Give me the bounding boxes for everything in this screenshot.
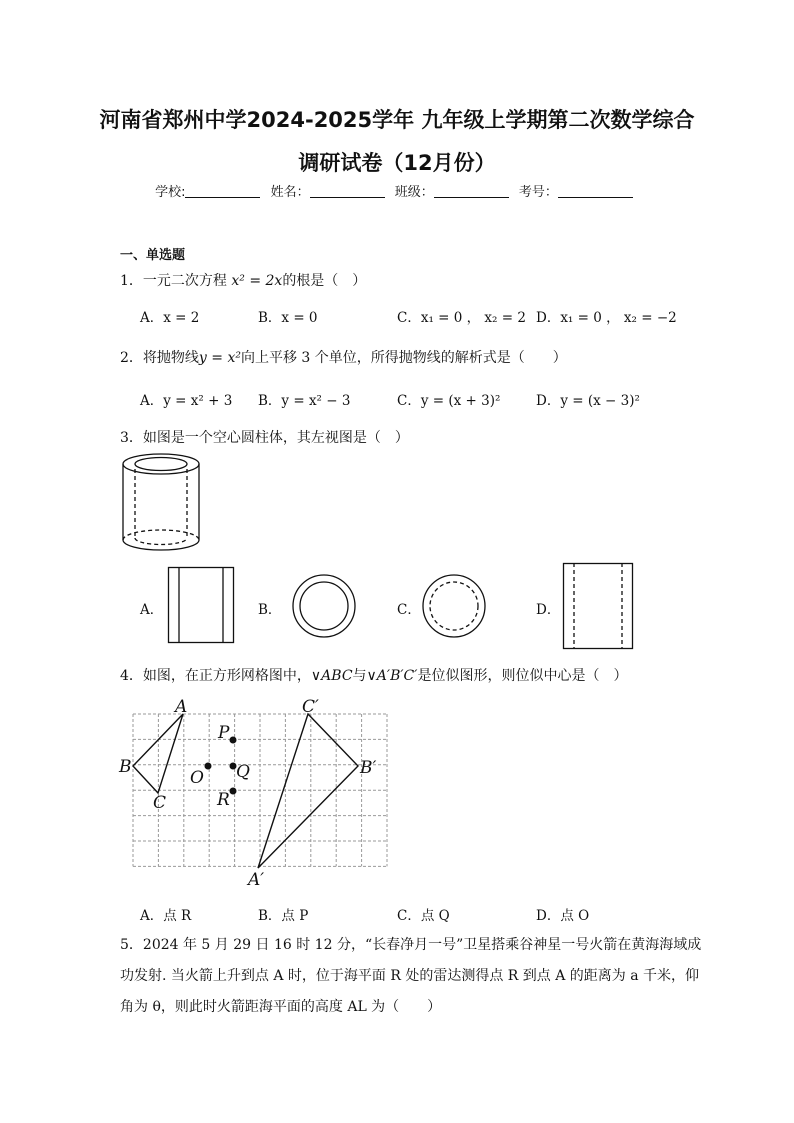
q1-option-d[interactable]: D．x₁ = 0 ， x₂ = −2 [536, 310, 677, 326]
label-b-prime: B′ [360, 758, 377, 778]
point-o [205, 763, 212, 770]
question-1 [120, 270, 366, 290]
q3-option-b-label[interactable]: B． [258, 602, 282, 618]
q4-option-d[interactable]: D．点 O [536, 908, 590, 924]
similar-triangles-grid-figure [116, 695, 386, 890]
label-c-prime: C′ [302, 697, 319, 717]
q3-option-b-figure[interactable] [291, 573, 357, 639]
point-r [230, 788, 237, 795]
q4-option-c[interactable]: C．点 Q [397, 908, 450, 924]
q4-option-b[interactable]: B．点 P [258, 908, 309, 924]
section-title: 一、单选题 [120, 248, 186, 263]
q2-option-d[interactable]: D．y = (x − 3)² [536, 393, 640, 409]
q1-option-b[interactable]: B．x = 0 [258, 310, 318, 326]
q1-option-c[interactable]: C．x₁ = 0 ， x₂ = 2 [397, 310, 526, 326]
label-q: Q [236, 762, 250, 782]
name-label: 姓名： [270, 185, 310, 200]
label-p: P [218, 723, 230, 743]
q4-option-a[interactable]: A．点 R [140, 908, 192, 924]
student-info-line [0, 181, 794, 200]
q1-equation: x² = 2x [231, 273, 283, 289]
exam-title-line1: 河南省郑州中学2024-2025学年 九年级上学期第二次数学综合 [99, 108, 695, 132]
name-blank[interactable] [310, 184, 385, 198]
triangle-a2b2c2 [258, 714, 358, 868]
q3-option-a-label[interactable]: A． [140, 602, 164, 618]
class-blank[interactable] [434, 184, 509, 198]
q1-option-a[interactable]: A．x = 2 [140, 310, 200, 326]
q5-line-2: 功发射. 当火箭上升到点 A 时，位于海平面 R 处的雷达测得点 R 到点 A 的距离为 a 千米，仰 [120, 968, 700, 984]
q2-suffix: 向上平移 3 个单位，所得抛物线的解析式是（ ） [240, 350, 567, 366]
label-b: B [119, 757, 132, 777]
q2-option-a[interactable]: A．y = x² + 3 [140, 393, 233, 409]
q3-option-d-figure[interactable] [563, 563, 633, 649]
q4-triangle-a2b2c2: ∨A′B′C′ [366, 668, 418, 684]
q1-prefix: 1．一元二次方程 [120, 273, 232, 289]
label-a: A [175, 697, 188, 717]
q3-option-d-label[interactable]: D． [536, 602, 561, 618]
q1-suffix: 的根是（ ） [282, 273, 367, 289]
school-label: 学校: [155, 185, 186, 200]
q3-option-c-label[interactable]: C． [397, 602, 421, 618]
exam-title-line2: 调研试卷（12月份） [298, 151, 496, 175]
q2-option-c[interactable]: C．y = (x + 3)² [397, 393, 501, 409]
question-2 [120, 347, 567, 367]
hollow-cylinder-figure [118, 450, 204, 554]
q2-option-b[interactable]: B．y = x² − 3 [258, 393, 351, 409]
school-blank[interactable] [185, 184, 260, 198]
question-3: 3．如图是一个空心圆柱体，其左视图是（ ） [120, 430, 409, 446]
q4-prefix: 4．如图，在正方形网格图中， [120, 668, 311, 684]
q4-suffix: 是位似图形，则位似中心是（ ） [417, 668, 628, 684]
q3-option-a-figure[interactable] [168, 567, 234, 643]
q3-option-c-figure[interactable] [421, 573, 487, 639]
class-label: 班级： [394, 185, 434, 200]
label-o: O [190, 768, 204, 788]
label-a-prime: A′ [248, 870, 265, 890]
q5-line-1: 5．2024 年 5 月 29 日 16 时 12 分，“长春净月一号”卫星搭乘谷神星一号火箭在黄海海域成 [120, 937, 702, 953]
exam-no-blank[interactable] [558, 184, 633, 198]
label-r: R [217, 790, 230, 810]
point-p [230, 737, 237, 744]
exam-no-label: 考号： [518, 185, 558, 200]
q2-prefix: 2．将抛物线 [120, 350, 199, 366]
question-4 [120, 665, 627, 685]
label-c: C [153, 793, 167, 813]
q5-line-3: 角为 θ，则此时火箭距海平面的高度 AL 为（ ） [120, 999, 442, 1015]
q4-mid: 与 [352, 668, 367, 684]
q2-func: y = x² [198, 350, 241, 366]
q4-triangle-abc: ∨ABC [310, 668, 353, 684]
